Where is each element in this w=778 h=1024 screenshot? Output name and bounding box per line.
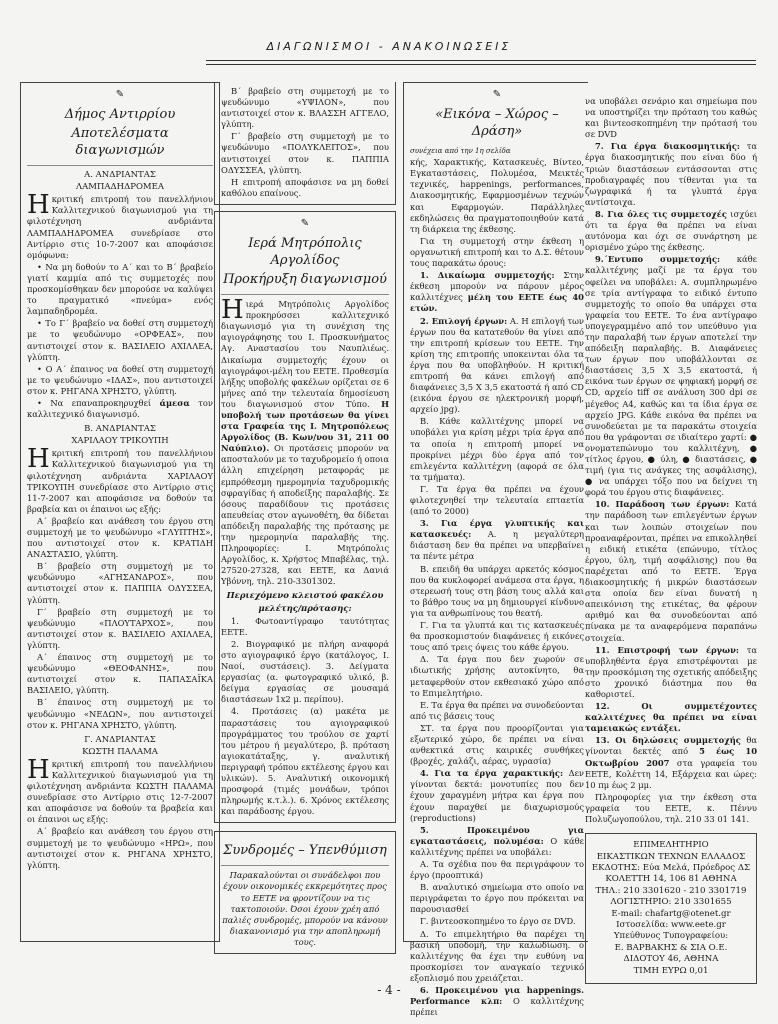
paragraph: Δ. Το επιμελητήριο θα παρέχει τη βασική υποδομή, την καλωδίωση. ο καλλιτέχνης θα έχει την ευθύνη να προσκομίσει τον αναγκαίο τεχνικό εξοπλισμό που χρειάζεται. (410, 928, 584, 983)
paragraph: Α. Τα σχέδια που θα περιγράφουν το έργο (προοπτικά) (410, 859, 584, 881)
publisher-line: ΕΙΚΑΣΤΙΚΩΝ ΤΕΧΝΩΝ ΕΛΛΑΔΟΣ (596, 851, 746, 862)
page-number: - 4 - (377, 983, 401, 997)
publisher-line: ΤΗΛ.: 210 3301620 - 210 3301719 (595, 885, 747, 896)
pen-ornament-icon: ✎ (115, 89, 125, 100)
section-heading: ΛΑΜΠΑΔΗΔΡΟΜΕΑ (76, 182, 164, 193)
paragraph: • Το Γ΄ βραβείο να δοθεί στη συμμετοχή με το ψευδώνυμο «ΟΡΦΕΑΣ», που αντιστοιχεί στον κ. ΒΑΣΙΛΕΙΟ ΑΧΙΛΛΕΑ, γλύπτη. (27, 318, 213, 362)
paragraph: Γ. Τα έργα θα πρέπει να έχουν φιλοτεχνηθεί την τελευταία επταετία (από το 2000) (410, 483, 584, 517)
paragraph: Ηιερά Μητρόπολις Αργολίδος προκηρύσσει καλλιτεχνικό διαγωνισμό για τη συνέχιση της αγιογράφησης του Ι. Προσκυνήματος Αγ. Αναστασίου του Ναυπλιέως. Δικαίωμα συμμετοχής έχουν οι αγιογράφοι-μέλη του ΕΕΤΕ. Προθεσμία λήξης υποβολής φακέλων ορίζεται σε 6 μήνες από την τελευταία δημοσίευση του διαγωνισμού στον Τύπο. Η υποβολή των προτάσεων θα γίνει στα Γραφεία της Ι. Μητροπόλεως Αργολίδος (Β. Κων/νου 31, 211 00 Ναύπλιο). Οι προτάσεις μπορούν να αποσταλούν με το ταχυδρομείο ή οποια άλλη επιχείρηση μεταφοράς με εμπρόθεσμη ημερομηνία ταχυδρομικής σφραγίδας ή αποδείξης παραλαβής. Σε όσους παραδίδουν τις προτάσεις απευθείας στον αγωνοθέτη, θα δίδεται απόδειξη παραλαβής της πρότασης με την ημερομηνία παραλαβής της. Πληροφορίες: Ι. Μητρόπολις Αργολίδος, κ. Χρήστος Μπαβέλας, τηλ. 27520-27328, και ΕΕΤΕ, κα Δανιά Υβόννη, τηλ. 210-3301302. (221, 295, 389, 587)
paragraph: Α΄ βραβείο και ανάθεση του έργου στη συμμετοχή με το ψευδώνυμο «ΓΛΥΠΤΗΣ», που αντιστοιχεί στον κ. ΚΡΑΤΙΔΗ ΑΝΑΣΤΑΣΙΟ, γλύπτη. (27, 515, 213, 560)
paragraph: ΣΤ. τα έργα που προορίζονται για εξωτερικό χώρο, δε πρέπει να είναι ανθεκτικά στις καιρικές συνθήκες (βροχές, χαλάζι, αέρας, υγρασία) (410, 722, 584, 767)
publisher-line: ΚΟΛΕΤΤΗ 14, 106 81 ΑΘΗΝΑ (605, 874, 737, 885)
page-header: ΔΙΑΓΩΝΙΣΜΟΙ - ΑΝΑΚΟΙΝΩΣΕΙΣ (266, 40, 512, 53)
argolida-title-1: Ιερά Μητρόπολις Αργολίδος (248, 236, 362, 269)
section-heading: ΚΩΣΤΗ ΠΑΛΑΜΑ (82, 746, 158, 757)
section-heading: Β. ΑΝΔΡΙΑΝΤΑΣ (84, 424, 156, 435)
paragraph: 5. Προκειμένου για εγκαταστάσεις, πολυμέσα: Ο κάθε καλλιτέχνης πρέπει να υποβάλει: (410, 824, 584, 857)
paragraph: Ηκριτική επιτροπή του πανελλήνιου Καλλιτεχνικού διαγωνισμού για τη φιλοτέχνηση ανδριάντα ΚΩΣΤΗ ΠΑΛΑΜΑ συνεδρίασε στο Αντίρριο στις 12-7-2007 και αποφάσισε να δοθούν τα βραβεία και οι έπαινοι ως εξής: (27, 754, 213, 825)
header-rule (206, 60, 756, 61)
section-heading: Α. ΑΝΔΡΙΑΝΤΑΣ (84, 170, 156, 181)
publisher-line: ΤΙΜΗ ΕΥΡΩ 0,01 (633, 965, 709, 976)
header-rule-2 (206, 64, 756, 65)
paragraph: 11. Επιστροφή των έργων: τα υποβληθέντα έργα επιστρέφονται με την προσκόμιση της σχετικής απόδειξης στο χρονικό διάστημα που θα καθοριστεί. (585, 644, 757, 699)
paragraph: Πληροφορίες για την έκθεση στα γραφεία του ΕΕΤΕ, κ. Πέννυ Πολυζωγοπούλου, τηλ. 210 33 01 141. (585, 791, 757, 824)
publisher-line: Υπεύθυνος Τυπογραφείου: (613, 931, 729, 942)
argolida-title-2: Προκήρυξη διαγωνισμού (223, 272, 387, 288)
paragraph: Η επιτροπή αποφάσισε να μη δοθεί καθόλου επαίνους. (221, 176, 389, 198)
section-heading: μελέτης/πρότασης: (258, 603, 352, 614)
paragraph: 12. Οι συμμετέχοντες καλλιτέχνες θα πρέπει να είναι ταμειακώς εντάξει. (585, 701, 757, 734)
paragraph: Α΄ βραβείο και ανάθεση του έργου στη συμμετοχή με το ψευδώνυμο «ΗΡΩ», που αντιστοιχεί στον κ. ΡΗΓΑΝΑ ΧΡΗΣΤΟ, γλύπτη. (27, 826, 213, 870)
paragraph: Δ. Τα έργα που δεν χωρούν σε ιδιωτικής χρήσης αυτοκίνητο, θα μεταφερθούν στον εκθεσιακό χώρο από το Επιμελητήριο. (410, 654, 584, 698)
paragraph: Ηκριτική επιτροπή του πανελλήνιου Καλλιτεχνικού διαγωνισμού για τη φιλοτέχνηση ανδριάντα ΧΑΡΙΛΑΟΥ ΤΡΙΚΟΥΠΗ συνεδρίασε στο Αντίρριο στις 11-7-2007 και αποφάσισε να δοθούν τα βραβεία και οι έπαινοι ως εξής: (27, 444, 213, 514)
continuation-note: συνέχεια από την 1η σελίδα (410, 147, 511, 156)
publisher-email[interactable]: E-mail: chafartg@otenet.gr (611, 908, 731, 919)
publisher-line: Ε. ΒΑΡΒΑΚΗΣ & ΣΙΑ Ο.Ε. (614, 942, 728, 953)
section-heading: ΧΑΡΙΛΑΟΥ ΤΡΙΚΟΥΠΗ (71, 436, 169, 447)
argolida-article (214, 211, 396, 823)
paragraph: 3. Για έργα γλυπτικής και κατασκευές: Α. η μεγαλύτερη διάσταση δεν θα πρέπει να υπερβαίνει τα πέντε μέτρα (410, 518, 584, 562)
divider (221, 865, 389, 866)
section-heading: Γ. ΑΝΔΡΙΑΝΤΑΣ (84, 734, 156, 745)
paragraph: 9.΄Εντυπο συμμετοχής: κάθε καλλιτέχνης μαζί με τα έργα του οφείλει να υποβάλει: Α. συμπληρωμένο σε τρία αντίγραφα το ειδικό έντυπο συμμετοχής το οποίο θα υπάρχει στα γραφεία του ΕΕΤΕ. Το ένα αντίγραφο υπογεγραμμένο από τον υπεύθυνο για την παραλαβή των έργων αποτελεί την απόδειξη παραλαβής. Β. Διαφάνειες των έργων που υποβάλλονται σε διαστάσεις 3,5 Χ 3,5 εκατοστά, ή εικόνα των έργων σε ψηφιακή μορφή σε CD, αρχείο tiff σε ανάλυση 300 dpi σε μέγεθος Α4, καθώς και τα ίδια έργα σε αρχείο JPG. Κάθε εικόνα θα πρέπει να συνοδεύεται με τα παρακάτω στοιχεία που θα γράφονται σε ιδιαίτερο χαρτί: ● ονοματεπώνυμο του καλλιτέχνη, ● τίτλος έργου, ● ύλη, ● διαστάσεις, ● τιμή (για τις ανάγκες της ασφάλισης), ● να υπάρχει τόξο που να δείχνει τη φορά του έργου στις διαφάνειες. (585, 254, 757, 498)
paragraph: Β. επειδή θα υπάρχει αρκετός κόσμος που θα κυκλοφορεί ανάμεσα στα έργα, η στερεωσή τους στη βάση τους αλλά και το βάθρο τους να μη δημιουργεί κίνδυνο για τα ανθρωπίνους του θεατή. (410, 563, 584, 618)
publisher-line: ΕΚΔΟΤΗΣ: Εύα Μελά, Πρόεδρος ΔΣ (591, 862, 751, 873)
paragraph: Γ΄ βραβείο στη συμμετοχή με το ψευδώνυμο «ΠΛΟΥΤΑΡΧΟΣ», που αντιστοιχεί στον κ. ΒΑΣΙΛΕΙΟ ΑΧΙΛΛΕΑ, γλύπτη. (27, 606, 213, 650)
paragraph: 1. Δικαίωμα συμμετοχής: Στην έκθεση μπορούν να πάρουν μέρος καλλιτέχνες μέλη του ΕΕΤΕ έως 40 ετών. (410, 270, 584, 314)
paragraph: Ηκριτική επιτροπή του πανελλήνιου Καλλιτεχνικού διαγωνισμού για τη φιλοτέχνηση ανδριάντα ΛΑΜΠΑΔΗΔΡΟΜΕΑ συνεδρίασε στο Αντίρριο στις 10-7-2007 και αποφάσισε ομόφωνα: (27, 190, 213, 260)
section-heading: Περιεχόμενο κλειστού φακέλου (226, 591, 384, 602)
column-4 (585, 96, 757, 984)
publisher-line: ΔΙΔΟΤΟΥ 46, ΑΘΗΝΑ (623, 954, 719, 965)
paragraph: Α΄ έπαινος στη συμμετοχή με το ψευδώνυμο «ΘΕΟΦΑΝΗΣ», που αντιστοιχεί στον κ. ΠΑΠΑΣΑΪΚΑ ΒΑΣΙΛΕΙΟ, γλύπτη. (27, 652, 213, 696)
column-2 (214, 82, 396, 954)
paragraph: Γ. Για τα γλυπτά και τις κατασκευές θα προσκομιστούν διαφάνειες ή εικόνες τους από τρεις όψεις του κάθε έργου. (410, 620, 584, 653)
list-item: 4. Προτάσεις (α) μακέτα με παραστάσεις του αγιογραφικού προγράμματος του τρούλου σε χαρτί του μέτρου ή μεγαλύτερο, β. πρόταση αγιοκατάταξης, γ. αναλυτική περιγραφή τρόπου εκτέλεσης έργου και υλικών). 5. Αναλυτική οικονομική προσφορά (τιμές μονάδων, τρόποι πληρωμής κ.τ.λ.). 6. Χρόνος εκτέλεσης και παράδοσης έργου. (221, 706, 389, 817)
paragraph: • Να μη δοθούν το Α΄ και το Β΄ βραβείο γιατί καμμία από τις συμμετοχές που προσκομίσθηκαν δεν μπορούσε να καλύψει το πραγματικό «πνεύμα» ενός λαμπαδηδρομέα. (27, 261, 213, 317)
publisher-website[interactable]: Ιστοσελίδα: www.eete.gr (616, 919, 726, 930)
paragraph: να υποβάλει σενάριο και σημείωμα που να υποστηρίζει την πρόταση του καθώς και βιντεοσκοπημένη την πρότασή του σε DVD (585, 96, 757, 140)
publisher-line: ΛΟΓΙΣΤΗΡΙΟ: 210 3301655 (610, 897, 732, 908)
paragraph: • Να επαναπροκηρυχθεί άμεσα τον καλλιτεχνικό διαγωνισμό. (27, 397, 213, 420)
paragraph: 7. Για έργα διακοσμητικής: τα έργα διακοσμητικής που είναι δύο ή τριών διαστάσεων εντάσσονται στις προδιαγραφές που τίθενται για τα ζωγραφικά ή τα γλυπτά έργα αντίστοιχα. (585, 141, 757, 207)
paragraph: 13. Οι δηλώσεις συμμετοχής θα γίνονται δεκτές από 5 έως 10 Οκτωβρίου 2007 στα γραφεία του ΕΕΤΕ, Κολέττη 14, Εξάρχεια και ώρες: 10 πμ έως 2 μμ. (585, 735, 757, 790)
paragraph: Β΄ βραβείο στη συμμετοχή με το ψευδώνυμο «ΑΓΗΣΑΝΔΡΟΣ», που αντιστοιχεί στον κ. ΠΑΠΠΙΑ ΟΔΥΣΣΕΑ, γλύπτη. (27, 561, 213, 605)
publisher-box (585, 833, 757, 984)
paragraph: 6. Προκειμένου για happenings. Performance κλπ: Ο καλλιτέχνης πρέπει (410, 985, 584, 1018)
list-item: 2. Βιογραφικό με πλήρη αναφορά στο αγιογραφικό έργο (κατάλογος, Ι. Ναοί, συστάσεις). 3. Δείγματα εργασίας (α. φωτογραφικό υλικό, β. δείγμα εργασίας σε μουσαμά διαστάσεων 1x2 μ. περίπου). (221, 638, 389, 705)
antirrio-article (20, 82, 220, 942)
paragraph: Β. αναλυτικό σημείωμα στο οποίο να περιγράφεται το έργο που πρόκειται να παρουσιασθεί (410, 882, 584, 915)
paragraph: Για τη συμμετοχή στην έκθεση η οργανωτική επιτροπή και το Δ.Σ. θέτουν τους παρακάτω όρους: (410, 235, 584, 269)
antirrio-title-2: Αποτελέσματα διαγωνισμών (71, 126, 169, 159)
paragraph: κής, Χαρακτικής, Κατασκευές, Βίντεο, Εγκαταστάσεις, Πολυμέσα, Μεικτές τεχνικές, happenings, performances, Διακοσμητικής, Εφαρμοσμένων τεχνών και Εφαρμογών. Παράλληλες εκδηλώσεις θα πραγματοποιηθούν κατά τη διάρκεια της έκθεσης. (410, 157, 584, 234)
divider (27, 165, 213, 166)
pen-ornament-icon: ✎ (300, 217, 310, 229)
paragraph: Γ. βιντεοσκοπημένο το έργο σε DVD. (420, 916, 576, 927)
paragraph: Παρακαλούνται οι συνάδελφοι που έχουν οικονομικές εκκρεμότητες προς το ΕΕΤΕ να φροντίζουν να τις τακτοποιούν. Όσοι έχουν χρέη από παλιές συνδρομές, μπορούν να κάνουν διακανονισμό για την αποπληρωμή τους. (222, 870, 388, 947)
paragraph: 10. Παράδοση των έργων: Κατά την παράδοση των επιλεγέντων έργων και των λοιπών στοιχείων που προαναφέρονται, πρέπει να επικολληθεί η ειδική ετικέτα (επώνυμο, τίτλος έργου, ύλη, τιμή ασφάλισης) που θα παρέχεται από το ΕΕΤΕ. Έργα διακοσμητικής ή μικρών διαστάσεων στα οποία δεν είναι δυνατή η απεικόνιση της ετικέτας, θα φέρουν αριθμό και θα συνοδεύονται από πίνακα με τα αναφερόμενα παραπάνω στοιχεία. (585, 499, 757, 643)
antirrio-continuation (214, 82, 396, 205)
paragraph: Β΄ βραβείο στη συμμετοχή με το ψευδώνυμο «ΥΨΙΛΟΝ», που αντιστοιχεί στον κ. ΒΛΑΣΣΗ ΑΓΓΕΛΟ, γλύπτη. (221, 86, 389, 130)
paragraph: Γ΄ βραβείο στη συμμετοχή με το ψευδώνυμο «ΠΟΛΥΚΛΕΙΤΟΣ», που αντιστοιχεί στον κ. ΠΑΠΠΙΑ ΟΔΥΣΣΕΑ, γλύπτη. (221, 131, 389, 175)
publisher-line: ΕΠΙΜΕΛΗΤΗΡΙΟ (633, 840, 709, 851)
paragraph: Β. Κάθε καλλιτέχνης μπορεί να υποβάλει για κρίση μέχρι τρία έργα από τα οποία η επιτροπή μπορεί να προκρίνει μέχρι δύο έργα από τον επιλεγέντα καλλιτέχνη (αφορά σε όλα τα τμήματα). (410, 416, 584, 482)
paragraph: Β΄ έπαινος στη συμμετοχή με το ψευδώνυμο «ΝΕΔΩΝ», που αντιστοιχεί στον κ. ΡΗΓΑΝΑ ΧΡΗΣΤΟ, γλύπτη. (27, 697, 213, 730)
pen-ornament-icon: ✎ (492, 89, 502, 100)
antirrio-title-1: Δήμος Αντιρρίου (64, 107, 176, 123)
paragraph: 8. Για όλες τις συμμετοχές ισχύει ότι τα έργα θα πρέπει να είναι αυτόνομα και όχι σε συνάρτηση με ορισμένο χώρο της έκθεσης. (585, 208, 757, 253)
divider (221, 294, 389, 295)
eikona-article (403, 82, 588, 1018)
paragraph: 4. Για τα έργα χαρακτικής: Δεν γίνονται δεκτά: μονοτυπίες που δεν έχουν χαραγμένη μήτρα και έργα που έχουν παραχθεί με διαχωρισμούς (reproductions) (410, 768, 585, 823)
paragraph: Ε. Τα έργα θα πρέπει να συνοδεύονται από τις βάσεις τους (410, 699, 584, 721)
paragraph: 2. Επιλογή έργων: Α. Η επιλογή των έργων που θα κατατεθούν θα γίνει από την επιτροπή κρίσεων του ΕΕΤΕ. Την κρίση της επιτροπής υποκεινται όλα τα έργα που θα υποβληθούν. Η κριτική επιτροπή θα κάνει επιλογή από διαφάνειες 3,5 Χ 3,5 εκατοστά ή από CD (εικόνα έργου σε ηλεκτρονική μορφή, αρχείο jpg). (410, 315, 584, 415)
paragraph: • Ο Α΄ έπαινος να δοθεί στη συμμετοχή με το ψευδώνυμο «ΙΔΑΣ», που αντιστοιχεί στον κ. ΡΗΓΑΝΑ ΧΡΗΣΤΟ, γλύπτη. (27, 363, 213, 396)
subscriptions-title: Συνδρομές – Υπενθύμιση (223, 843, 387, 859)
subscriptions-box (214, 831, 396, 954)
eikona-title: «Εικόνα – Χώρος – Δράση» (435, 107, 559, 140)
list-item: 1. Φωτοαντίγραφο ταυτότητας ΕΕΤΕ. (221, 615, 389, 637)
